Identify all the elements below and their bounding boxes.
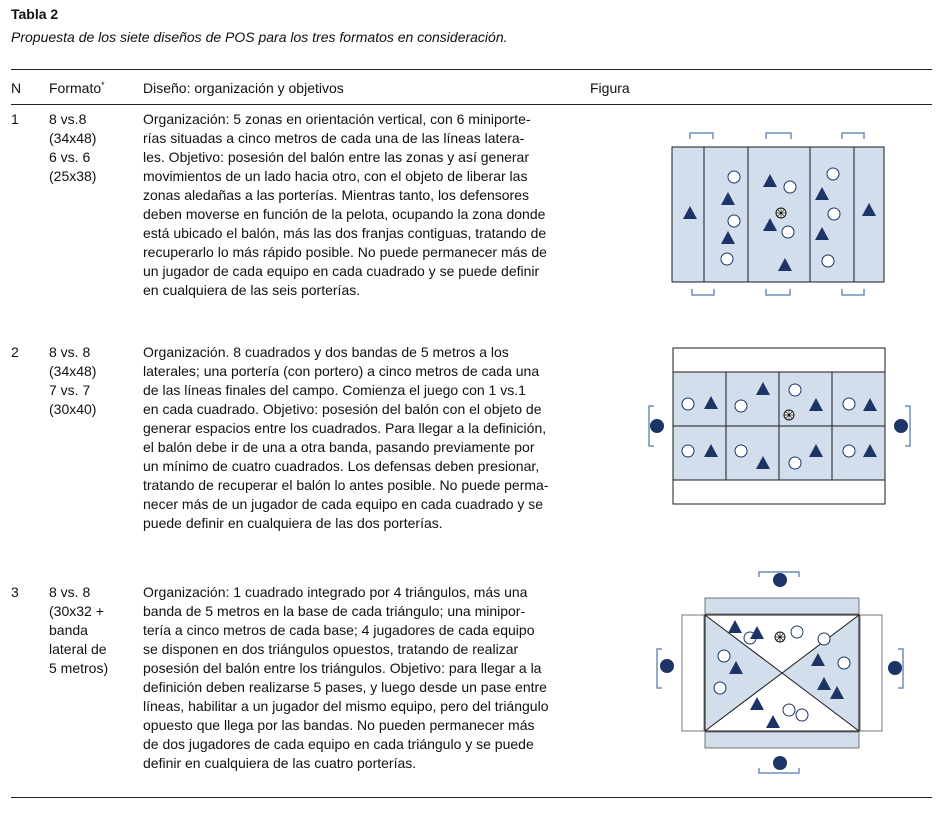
header-top-rule: [11, 69, 932, 70]
row1-formato: 8 vs.8 (34x48) 6 vs. 6 (25x38): [49, 111, 97, 184]
table-caption: Propuesta de los siete diseños de POS para los tres formatos en consideración.: [11, 29, 508, 45]
header-bottom-rule: [11, 104, 932, 105]
row2-text: Organización. 8 cuadrados y dos bandas de 5 metros a los laterales; una portería (con portero) a cinco metros de cada una de las líneas finales del campo. Comienza el juego con 1 vs.1 en cada cuadrado. Objetivo: posesión del balón con el objeto de generar espacios entre los cuadrados. Para llegar a la definición, el balón debe ir de una a otra banda, pasando previamente por un mínimo de cuatro cuadrados. Los defensas deben presionar, tratando de recuperar el balón lo antes posible. No puede perma- necer más de un jugador de cada equipo en cada cuadrado y se puede definir en cualquiera de las dos porterías.: [143, 344, 549, 531]
row3-formato: 8 vs. 8 (30x32 + banda lateral de 5 metros): [49, 584, 109, 676]
figure-1-diagram: [668, 128, 888, 300]
header-formato-label: Formato: [49, 80, 102, 96]
header-formato-asterisk: *: [101, 80, 105, 90]
table-bottom-rule: [11, 797, 932, 798]
header-diseno: Diseño: organización y objetivos: [143, 80, 344, 96]
row3-text: Organización: 1 cuadrado integrado por 4 triángulos, más una banda de 5 metros en la base de cada triángulo; una minipor- tería a cinco metros de cada base; 4 jugadores de cada equipo se disponen en dos triángulos opuestos, tratando de realizar posesión del balón entre los triángulos. Objetivo: para llegar a la definición deben realizarse 5 pases, y luego desde un pase entre líneas, habilitar a un jugador del mismo equipo, pero del triángulo opuesto que llega por las bandas. No pueden permanecer más de dos jugadores de cada equipo en cada triángulo y se puede definir en cualquiera de las cuatro porterías.: [143, 584, 549, 771]
row1-text: Organización: 5 zonas en orientación vertical, con 6 miniporte- rías situadas a cinco metros de cada una de las líneas latera- les. Objetivo: posesión del balón entre las zonas y así generar movimientos de un lado hacia otro, con el objeto de liberar las zonas aledañas a las porterías. Mientras tanto, los defensores deben moverse en función de la pelota, ocupando la zona donde está ubicado el balón, más las dos franjas contiguas, tratando de recuperarlo lo más rápido posible. No puede permanecer más de un jugador de cada equipo en cada cuadrado y se puede definir en cualquiera de las seis porterías.: [143, 111, 547, 298]
header-figura: Figura: [590, 80, 630, 96]
row2-n: 2: [11, 344, 19, 360]
figure-3-diagram: [652, 565, 908, 779]
row3-n: 3: [11, 584, 19, 600]
figure-2-diagram: [645, 344, 915, 508]
row1-n: 1: [11, 111, 19, 127]
header-formato: [49, 80, 105, 96]
row2-formato: 8 vs. 8 (34x48) 7 vs. 7 (30x40): [49, 344, 97, 417]
table-label: Tabla 2: [11, 6, 59, 22]
header-n: N: [11, 80, 22, 96]
